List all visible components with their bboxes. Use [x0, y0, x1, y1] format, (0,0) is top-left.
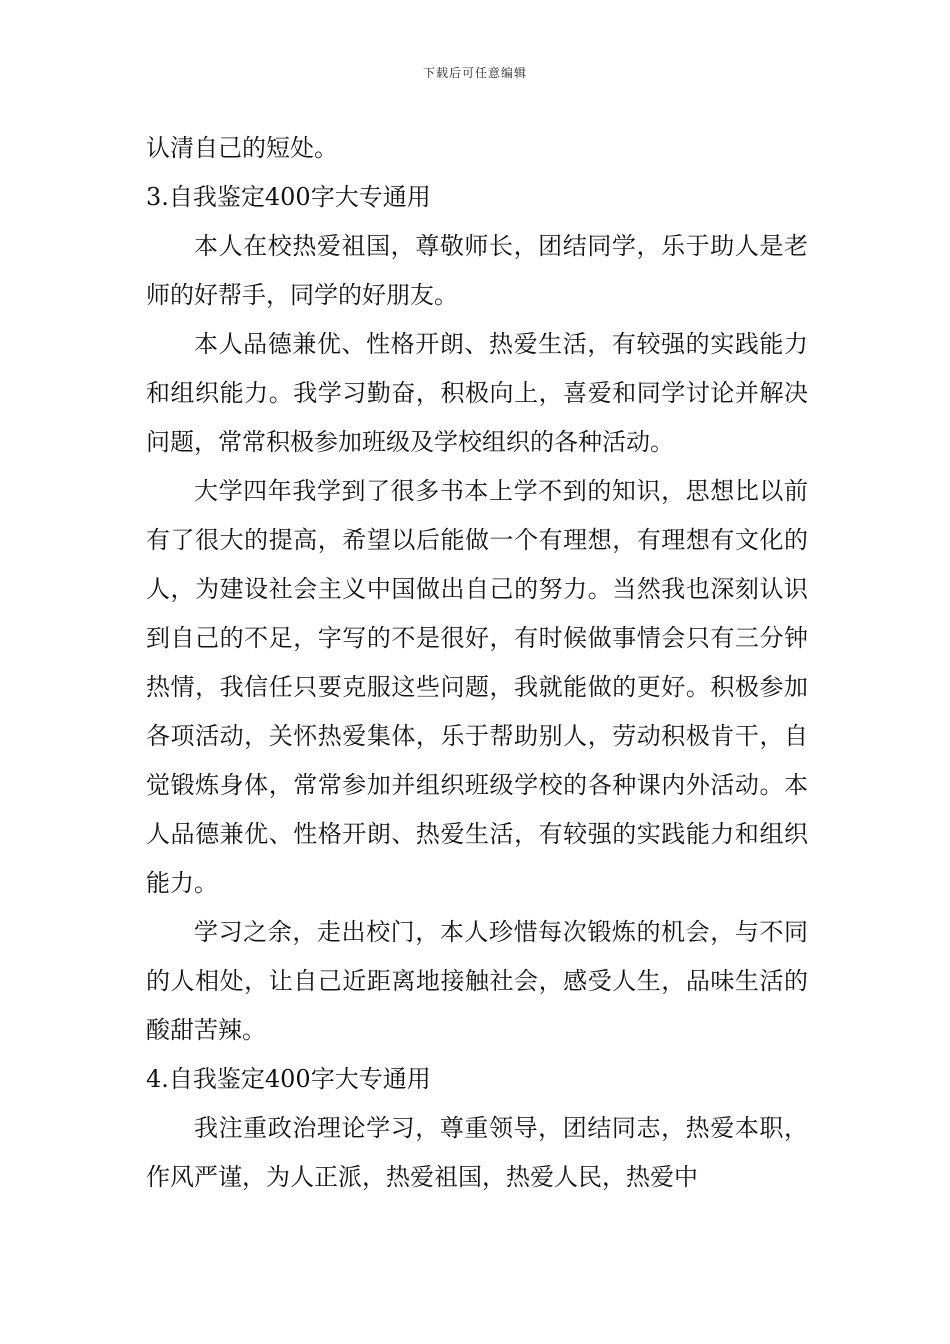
section-heading-3: 3.自我鉴定400字大专通用: [146, 183, 431, 211]
section-heading-4: 4.自我鉴定400字大专通用: [146, 1065, 431, 1093]
paragraph: 本人品德兼优、性格开朗、热爱生活，有较强的实践能力和组织能力。我学习勤奋，积极向上，喜爱和同学讨论并解决问题，常常积极参加班级及学校组织的各种活动。: [146, 330, 808, 456]
document-body: [146, 124, 808, 1202]
paragraph: 我注重政治理论学习，尊重领导，团结同志，热爱本职，作风严谨，为人正派，热爱祖国，热爱人民，热爱中: [146, 1114, 808, 1191]
paragraph: 本人在校热爱祖国，尊敬师长，团结同学，乐于助人是老师的好帮手，同学的好朋友。: [146, 232, 808, 309]
paragraph-continuation: 认清自己的短处。: [146, 134, 338, 162]
paragraph: 学习之余，走出校门，本人珍惜每次锻炼的机会，与不同的人相处，让自己近距离地接触社会，感受人生，品味生活的酸甜苦辣。: [146, 918, 808, 1044]
paragraph: 大学四年我学到了很多书本上学不到的知识，思想比以前有了很大的提高，希望以后能做一个有理想，有理想有文化的人，为建设社会主义中国做出自己的努力。当然我也深刻认识到自己的不足，字写的不是很好，有时候做事情会只有三分钟热情，我信任只要克服这些问题，我就能做的更好。积极参加各项活动，关怀热爱集体，乐于帮助别人，劳动积极肯干，自觉锻炼身体，常常参加并组织班级学校的各种课内外活动。本人品德兼优、性格开朗、热爱生活，有较强的实践能力和组织能力。: [146, 477, 808, 897]
page-header: 下载后可任意编辑: [422, 66, 527, 80]
